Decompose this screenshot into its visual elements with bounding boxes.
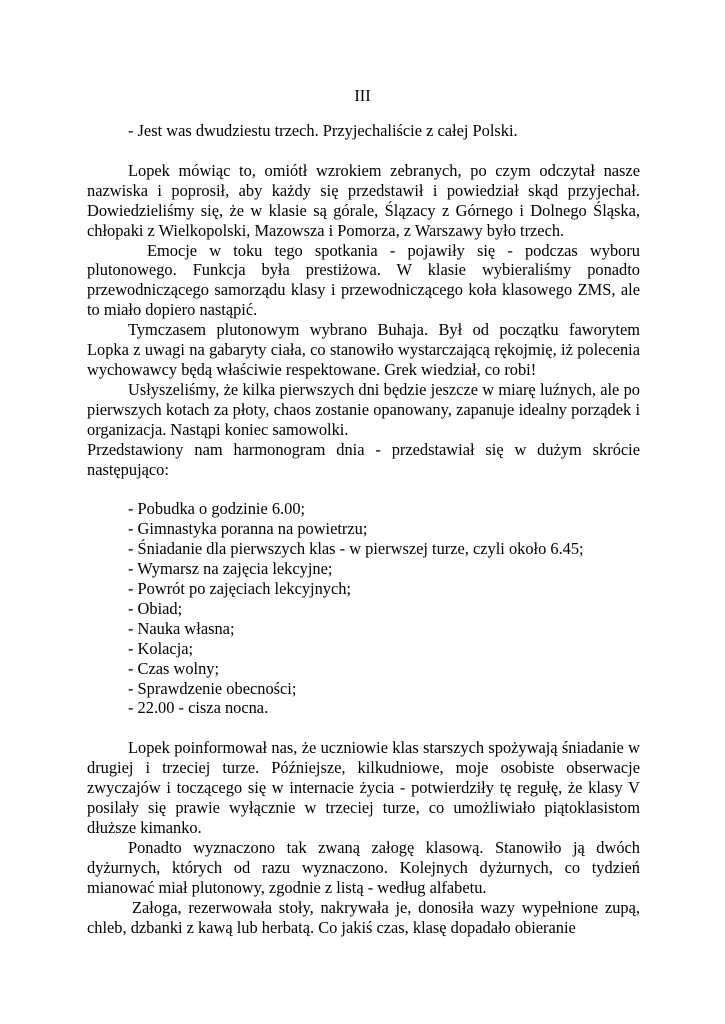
paragraph: Lopek mówiąc to, omiótł wzrokiem zebranych, po czym odczytał nasze nazwiska i poprosił, aby każdy się przedstawił i powiedział skąd przyjechał. Dowiedzieliśmy się, że w klasie są górale, Ślązacy z Górnego i Dolnego Śląska, chłopaki z Wielkopolski, Mazowsza i Pomorza, z Warszawy było trzech. <box>87 160 640 240</box>
paragraph-gap <box>87 141 640 161</box>
list-item: - Wymarsz na zajęcia lekcyjne; <box>128 559 333 579</box>
schedule-list <box>87 499 640 718</box>
paragraph: Ponadto wyznaczono tak zwaną załogę klasową. Stanowiło ją dwóch dyżurnych, których od razu wyznaczono. Kolejnych dyżurnych, co tydzień mianować miał plutonowy, zgodnie z listą - według alfabetu. <box>87 837 640 897</box>
paragraph: Tymczasem plutonowym wybrano Buhaja. Był od początku faworytem Lopka z uwagi na gabaryty ciała, co stanowiło wystarczającą rękojmię, iż polecenia wychowawcy będą właściwie respektowane. Grek wiedział, co robi! <box>87 320 640 379</box>
list-item: - 22.00 - cisza nocna. <box>128 698 269 718</box>
document-body <box>87 121 640 937</box>
list-item: - Czas wolny; <box>128 658 220 678</box>
list-item: - Obiad; <box>128 598 183 618</box>
paragraph: - Jest was dwudziestu trzech. Przyjechaliście z całej Polski. <box>128 121 518 140</box>
list-item: - Pobudka o godzinie 6.00; <box>128 499 306 519</box>
list-item: - Śniadanie dla pierwszych klas - w pierwszej turze, czyli około 6.45; <box>128 539 584 559</box>
paragraph-gap <box>87 718 640 738</box>
list-item: - Nauka własna; <box>128 618 235 638</box>
paragraph: Emocje w toku tego spotkania - pojawiły się - podczas wyboru plutonowego. Funkcja była prestiżowa. W klasie wybieraliśmy ponadto przewodniczącego samorządu klasy i przewodniczącego koła klasowego ZMS, ale to miało dopiero nastąpić. <box>87 240 640 320</box>
list-item: - Kolacja; <box>128 638 194 658</box>
paragraph: Załoga, rezerwowała stoły, nakrywała je, donosiła wazy wypełnione zupą, chleb, dzbanki z kawą lub herbatą. Co jakiś czas, klasę dopadało obieranie <box>87 897 640 937</box>
list-item: - Gimnastyka poranna na powietrzu; <box>128 519 368 539</box>
paragraph: Przedstawiony nam harmonogram dnia - przedstawiał się w dużym skrócie następująco: <box>87 439 640 479</box>
paragraph-gap <box>87 479 640 499</box>
paragraph: Lopek poinformował nas, że uczniowie klas starszych spożywają śniadanie w drugiej i trzeciej turze. Późniejsze, kilkudniowe, moje osobiste obserwacje zwyczajów i toczącego się w internacie życia - potwierdziły tę regułę, że klasy V posilały się prawie wyłącznie w trzeciej turze, co umożliwiało piątoklasistom dłuższe kimanko. <box>87 738 640 837</box>
chapter-heading: III <box>354 86 371 105</box>
list-item: - Powrót po zajęciach lekcyjnych; <box>128 579 352 599</box>
list-item: - Sprawdzenie obecności; <box>128 678 297 698</box>
paragraph: Usłyszeliśmy, że kilka pierwszych dni będzie jeszcze w miarę luźnych, ale po pierwszych kotach za płoty, chaos zostanie opanowany, zapanuje idealny porządek i organizacja. Nastąpi koniec samowolki. <box>87 379 640 439</box>
